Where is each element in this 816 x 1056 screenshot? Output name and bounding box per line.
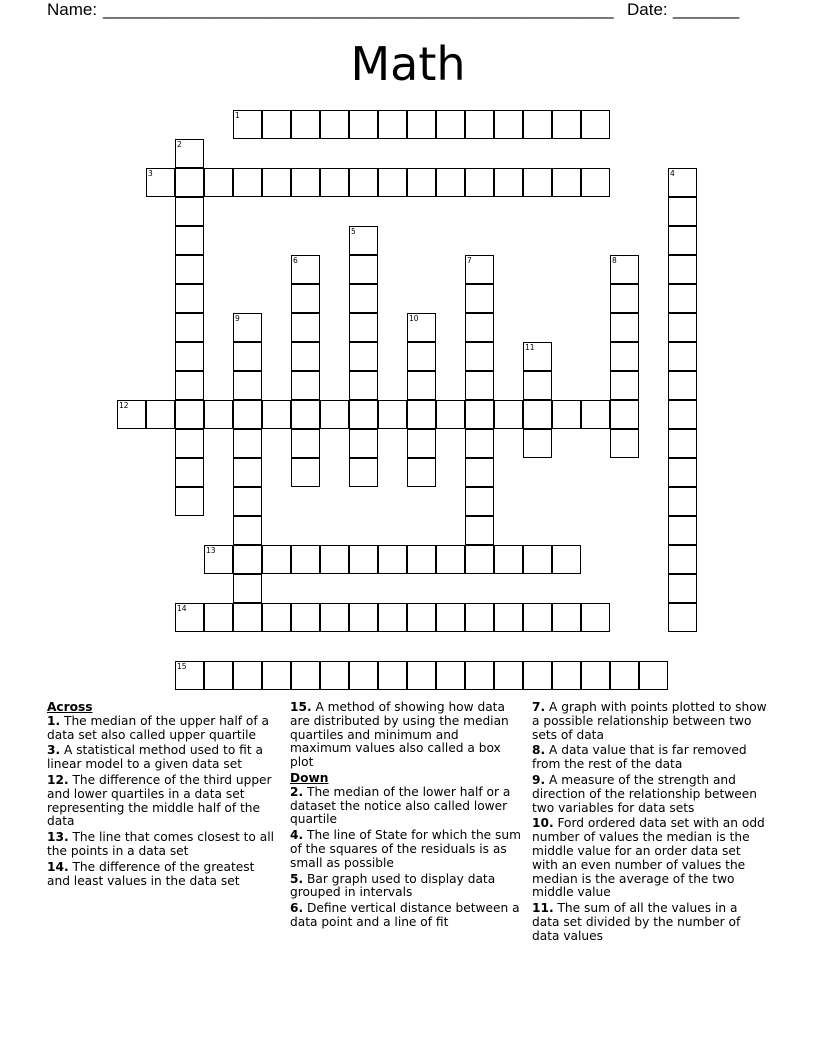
clue-number: 12: [119, 401, 129, 410]
grid-cell[interactable]: [494, 400, 523, 429]
clue-across-1: 1. The median of the upper half of a data set also called upper quartile: [47, 713, 270, 742]
grid-cell[interactable]: [262, 168, 291, 197]
grid-cell[interactable]: [668, 545, 697, 574]
name-field-line[interactable]: ______________________________________________________: [103, 0, 614, 19]
page-title: Math: [350, 37, 466, 91]
across-heading: Across: [47, 700, 93, 714]
grid-cell[interactable]: [349, 400, 378, 429]
grid-cell[interactable]: [233, 574, 262, 603]
grid-cell[interactable]: [175, 603, 204, 632]
grid-cell[interactable]: [175, 458, 204, 487]
grid-cell[interactable]: [668, 168, 697, 197]
grid-cell[interactable]: [291, 458, 320, 487]
grid-cell[interactable]: [668, 342, 697, 371]
grid-cell[interactable]: [349, 284, 378, 313]
clue-number: 9: [235, 314, 240, 323]
grid-cell[interactable]: [610, 661, 639, 690]
grid-cell[interactable]: [523, 545, 552, 574]
grid-cell[interactable]: [668, 400, 697, 429]
clue-down-6: 6. Define vertical distance between a data point and a line of fit: [290, 901, 520, 929]
grid-cell[interactable]: [668, 516, 697, 545]
grid-cell[interactable]: [523, 400, 552, 429]
clue-down-2: 2. The median of the lower half or a dataset the notice also called lower quartile: [290, 784, 511, 827]
grid-cell[interactable]: [610, 284, 639, 313]
grid-cell[interactable]: [523, 603, 552, 632]
grid-cell[interactable]: [552, 545, 581, 574]
grid-cell[interactable]: [668, 284, 697, 313]
grid-cell[interactable]: [291, 313, 320, 342]
grid-cell[interactable]: [262, 545, 291, 574]
clue-across-15: 15. A method of showing how data are distributed by using the median quartiles and minimum and maximum values also called a box plot: [290, 700, 509, 770]
grid-cell[interactable]: [465, 400, 494, 429]
grid-cell[interactable]: [233, 371, 262, 400]
clue-number: 10: [409, 314, 419, 323]
grid-cell[interactable]: [349, 313, 378, 342]
clue-down-8: 8. A data value that is far removed from the rest of the data: [532, 743, 747, 772]
grid-cell[interactable]: [668, 429, 697, 458]
grid-cell[interactable]: [291, 603, 320, 632]
grid-cell[interactable]: [494, 603, 523, 632]
grid-cell[interactable]: [436, 110, 465, 139]
grid-cell[interactable]: [349, 371, 378, 400]
grid-cell[interactable]: [610, 400, 639, 429]
grid-cell[interactable]: [407, 429, 436, 458]
grid-cell[interactable]: [407, 458, 436, 487]
grid-cell[interactable]: [378, 400, 407, 429]
grid-cell[interactable]: [552, 110, 581, 139]
grid-cell[interactable]: [668, 313, 697, 342]
grid-cell[interactable]: [349, 168, 378, 197]
grid-cell[interactable]: [407, 400, 436, 429]
grid-cell[interactable]: [523, 429, 552, 458]
clue-number: 11: [525, 343, 535, 352]
clue-down-11: 11. The sum of all the values in a data set divided by the number of data values: [532, 901, 741, 943]
grid-cell[interactable]: [291, 661, 320, 690]
grid-cell[interactable]: [233, 458, 262, 487]
grid-cell[interactable]: [436, 603, 465, 632]
down-heading: Down: [290, 770, 329, 785]
grid-cell[interactable]: [175, 487, 204, 516]
grid-cell[interactable]: [320, 110, 349, 139]
grid-cell[interactable]: [320, 603, 349, 632]
grid-cell[interactable]: [349, 255, 378, 284]
grid-cell[interactable]: [407, 342, 436, 371]
clue-column-3: [532, 701, 768, 946]
grid-cell[interactable]: [465, 313, 494, 342]
grid-cell[interactable]: [465, 168, 494, 197]
grid-cell[interactable]: [668, 603, 697, 632]
grid-cell[interactable]: [610, 371, 639, 400]
grid-cell[interactable]: [233, 400, 262, 429]
clue-down-5: 5. Bar graph used to display data grouped in intervals: [290, 871, 496, 900]
grid-cell[interactable]: [668, 371, 697, 400]
date-field-line[interactable]: _______: [673, 0, 740, 19]
grid-cell[interactable]: [407, 313, 436, 342]
grid-cell[interactable]: [378, 545, 407, 574]
grid-cell[interactable]: [117, 400, 146, 429]
clue-number: 6: [293, 256, 298, 265]
grid-cell[interactable]: [465, 545, 494, 574]
grid-cell[interactable]: [291, 255, 320, 284]
name-label: Name:: [47, 0, 98, 19]
grid-cell[interactable]: [436, 545, 465, 574]
grid-cell[interactable]: [233, 603, 262, 632]
grid-cell[interactable]: [378, 603, 407, 632]
clue-down-7: 7. A graph with points plotted to show a possible relationship between two sets of data: [532, 700, 767, 742]
grid-cell[interactable]: [175, 168, 204, 197]
grid-cell[interactable]: [668, 574, 697, 603]
grid-cell[interactable]: [291, 284, 320, 313]
grid-cell[interactable]: [378, 661, 407, 690]
clue-number: 3: [148, 169, 153, 178]
clue-down-4: 4. The line of State for which the sum of the squares of the residuals is as small as possible: [290, 828, 521, 870]
grid-cell[interactable]: [523, 110, 552, 139]
grid-cell[interactable]: [552, 661, 581, 690]
grid-cell[interactable]: [233, 110, 262, 139]
clue-number: 2: [177, 140, 182, 149]
grid-cell[interactable]: [465, 371, 494, 400]
grid-cell[interactable]: [349, 603, 378, 632]
grid-cell[interactable]: [291, 371, 320, 400]
grid-cell[interactable]: [291, 168, 320, 197]
grid-cell[interactable]: [465, 603, 494, 632]
grid-cell[interactable]: [320, 168, 349, 197]
grid-cell[interactable]: [407, 661, 436, 690]
grid-cell[interactable]: [291, 110, 320, 139]
grid-cell[interactable]: [494, 661, 523, 690]
clue-down-10: 10. Ford ordered data set with an odd number of values the median is the middle value for an order data set with an even number of values the median is the average of the two middle value: [532, 816, 765, 900]
grid-cell[interactable]: [436, 661, 465, 690]
grid-cell[interactable]: [610, 313, 639, 342]
grid-cell[interactable]: [320, 400, 349, 429]
grid-cell[interactable]: [465, 516, 494, 545]
grid-cell[interactable]: [581, 661, 610, 690]
grid-cell[interactable]: [233, 429, 262, 458]
grid-cell[interactable]: [204, 545, 233, 574]
grid-cell[interactable]: [262, 110, 291, 139]
grid-cell[interactable]: [204, 661, 233, 690]
grid-cell[interactable]: [407, 545, 436, 574]
grid-cell[interactable]: [668, 458, 697, 487]
grid-cell[interactable]: [175, 400, 204, 429]
grid-cell[interactable]: [291, 342, 320, 371]
clue-number: 13: [206, 546, 216, 555]
clue-column-2: [290, 701, 522, 932]
grid-cell[interactable]: [291, 545, 320, 574]
grid-cell[interactable]: [349, 342, 378, 371]
grid-cell[interactable]: [581, 168, 610, 197]
clue-number: 5: [351, 227, 356, 236]
clue-across-3: 3. A statistical method used to fit a linear model to a given data set: [47, 743, 263, 772]
grid-cell[interactable]: [494, 168, 523, 197]
grid-cell[interactable]: [204, 400, 233, 429]
grid-cell[interactable]: [233, 545, 262, 574]
grid-cell[interactable]: [349, 110, 378, 139]
grid-cell[interactable]: [523, 342, 552, 371]
grid-cell[interactable]: [175, 661, 204, 690]
clue-down-9: 9. A measure of the strength and direction of the relationship between two variables for data sets: [532, 772, 757, 815]
grid-cell[interactable]: [552, 603, 581, 632]
grid-cell[interactable]: [320, 545, 349, 574]
grid-cell[interactable]: [233, 661, 262, 690]
grid-cell[interactable]: [262, 661, 291, 690]
clue-across-12: 12. The difference of the third upper and lower quartiles in a data set representing the middle half of the data: [47, 772, 272, 829]
grid-cell[interactable]: [349, 458, 378, 487]
grid-cell[interactable]: [349, 545, 378, 574]
grid-cell[interactable]: [146, 168, 175, 197]
grid-cell[interactable]: [552, 168, 581, 197]
clue-number: 15: [177, 662, 187, 671]
grid-cell[interactable]: [204, 603, 233, 632]
grid-cell[interactable]: [668, 487, 697, 516]
grid-cell[interactable]: [233, 168, 262, 197]
clue-number: 7: [467, 256, 472, 265]
grid-cell[interactable]: [175, 226, 204, 255]
clue-number: 14: [177, 604, 187, 613]
grid-cell[interactable]: [233, 342, 262, 371]
grid-cell[interactable]: [465, 429, 494, 458]
grid-cell[interactable]: [146, 400, 175, 429]
grid-cell[interactable]: [523, 661, 552, 690]
grid-cell[interactable]: [610, 429, 639, 458]
clue-number: 4: [670, 169, 675, 178]
grid-cell[interactable]: [436, 400, 465, 429]
grid-cell[interactable]: [175, 197, 204, 226]
grid-cell[interactable]: [465, 342, 494, 371]
grid-cell[interactable]: [465, 284, 494, 313]
grid-cell[interactable]: [668, 255, 697, 284]
grid-cell[interactable]: [523, 168, 552, 197]
grid-cell[interactable]: [175, 139, 204, 168]
grid-cell[interactable]: [465, 487, 494, 516]
clue-across-14: 14. The difference of the greatest and least values in the data set: [47, 859, 255, 888]
grid-cell[interactable]: [436, 168, 465, 197]
grid-cell[interactable]: [552, 400, 581, 429]
grid-cell[interactable]: [407, 371, 436, 400]
grid-cell[interactable]: [233, 313, 262, 342]
grid-cell[interactable]: [581, 400, 610, 429]
grid-cell[interactable]: [175, 371, 204, 400]
clue-across-13: 13. The line that comes closest to all the points in a data set: [47, 830, 274, 858]
grid-cell[interactable]: [581, 603, 610, 632]
grid-cell[interactable]: [610, 255, 639, 284]
grid-cell[interactable]: [378, 168, 407, 197]
grid-cell[interactable]: [262, 400, 291, 429]
grid-cell[interactable]: [349, 661, 378, 690]
grid-cell[interactable]: [233, 487, 262, 516]
grid-cell[interactable]: [378, 110, 407, 139]
grid-cell[interactable]: [465, 255, 494, 284]
grid-cell[interactable]: [581, 110, 610, 139]
grid-cell[interactable]: [175, 313, 204, 342]
grid-cell[interactable]: [204, 168, 233, 197]
grid-cell[interactable]: [407, 603, 436, 632]
grid-cell[interactable]: [668, 197, 697, 226]
grid-cell[interactable]: [407, 168, 436, 197]
grid-cell[interactable]: [465, 458, 494, 487]
clue-number: 8: [612, 256, 617, 265]
grid-cell[interactable]: [668, 226, 697, 255]
grid-cell[interactable]: [349, 429, 378, 458]
clue-number: 1: [235, 111, 240, 120]
grid-cell[interactable]: [262, 603, 291, 632]
grid-cell[interactable]: [407, 110, 436, 139]
grid-cell[interactable]: [639, 661, 668, 690]
grid-cell[interactable]: [320, 661, 349, 690]
grid-cell[interactable]: [494, 545, 523, 574]
grid-cell[interactable]: [175, 284, 204, 313]
grid-cell[interactable]: [523, 371, 552, 400]
grid-cell[interactable]: [291, 400, 320, 429]
grid-cell[interactable]: [349, 226, 378, 255]
grid-cell[interactable]: [175, 342, 204, 371]
clue-column-1: [47, 701, 279, 890]
grid-cell[interactable]: [610, 342, 639, 371]
grid-cell[interactable]: [175, 255, 204, 284]
date-label: Date:: [627, 0, 668, 19]
grid-cell[interactable]: [175, 429, 204, 458]
grid-cell[interactable]: [465, 661, 494, 690]
grid-cell[interactable]: [465, 110, 494, 139]
grid-cell[interactable]: [494, 110, 523, 139]
grid-cell[interactable]: [233, 516, 262, 545]
grid-cell[interactable]: [291, 429, 320, 458]
